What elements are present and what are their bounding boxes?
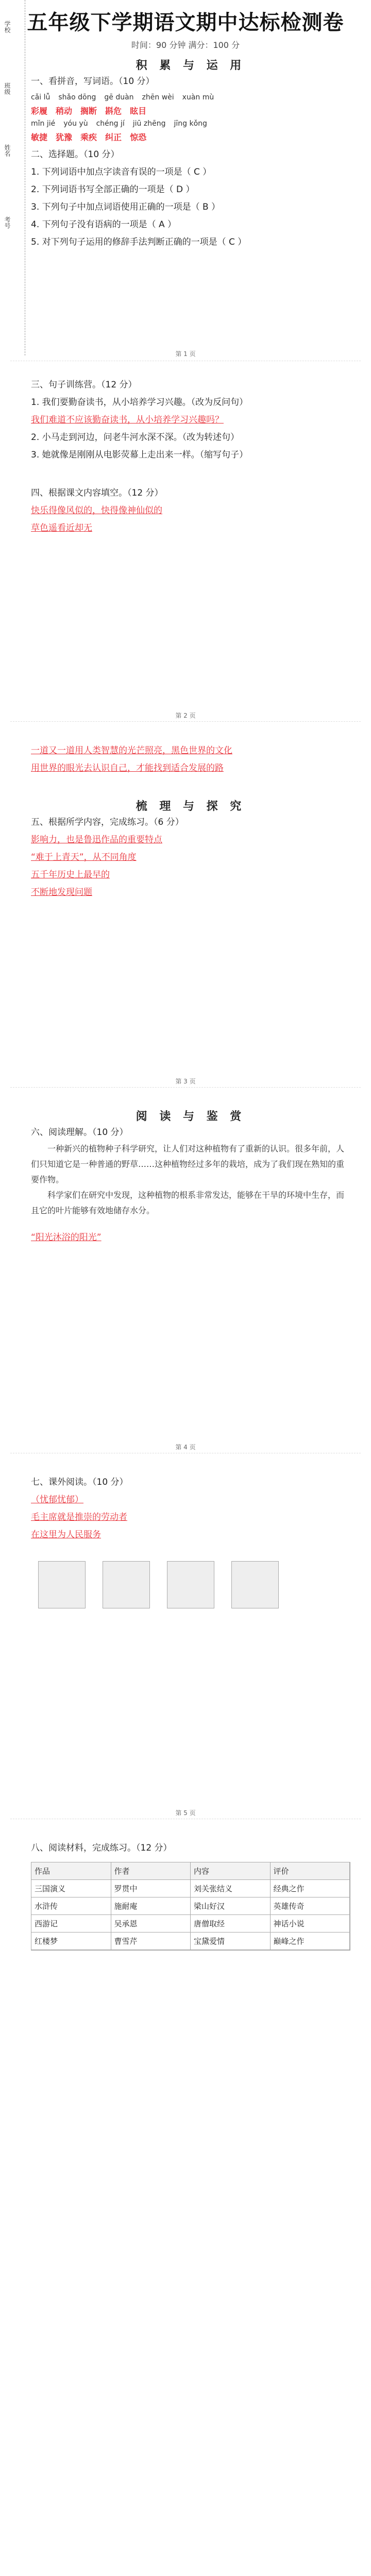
choice-item: 3. 下列句子中加点词语使用正确的一项是（ B ） — [31, 202, 221, 212]
info-table — [31, 1862, 350, 1951]
pinyin: jīng kǒng — [174, 120, 207, 128]
table-cell: 经典之作 — [271, 1880, 350, 1897]
page-footer: 第 1 页 — [175, 350, 196, 358]
pinyin: mǐn jié — [31, 120, 56, 128]
pinyin: gē duàn — [104, 93, 134, 101]
pinyin-row — [31, 120, 350, 128]
answer-row — [31, 105, 350, 116]
q6-answer: 影响力，也是鲁迅作品的重要特点 — [31, 835, 162, 845]
section-heading: 阅 读 与 鉴 赏 — [136, 1110, 246, 1123]
question-2: 二、选择题。（10 分） — [31, 149, 120, 160]
table-header: 内容 — [191, 1862, 271, 1879]
section-heading: 积 累 与 运 用 — [136, 59, 246, 72]
pinyin: chéng jí — [96, 120, 125, 128]
table-cell: 曹雪芹 — [111, 1933, 191, 1950]
answer-word: 斟危 — [105, 106, 122, 116]
answer-word: 犹豫 — [56, 132, 73, 142]
margin-label-name: 姓名 — [4, 144, 11, 157]
section-reading — [31, 1108, 350, 1246]
answer-word: 彩履 — [31, 106, 48, 116]
choice-item: 5. 对下列句子运用的修辞手法判断正确的一项是（ C ） — [31, 237, 247, 247]
image-row — [31, 1559, 350, 1613]
section-materials — [31, 1839, 350, 1951]
pinyin: zhēn wèi — [142, 93, 174, 101]
table-row — [31, 1897, 350, 1915]
table-cell: 水浒传 — [31, 1897, 111, 1914]
pinyin-row — [31, 93, 350, 101]
question-7: 六、阅读理解。（10 分） — [31, 1127, 128, 1138]
answer-word: 惊恐 — [130, 132, 147, 142]
table-header-row — [31, 1862, 350, 1880]
reading-passage: 科学家们在研究中发现，这种植物的根系非常发达，能够在干旱的环境中生存，而且它的叶片能够有效地储存水分。 — [31, 1190, 345, 1215]
answer-word: 乘疾 — [80, 132, 97, 142]
question-3: 三、句子训练营。（12 分） — [31, 380, 137, 390]
q3-item: 3. 她就像是刚刚从电影荧幕上走出来一样。（缩写句子） — [31, 450, 248, 460]
margin-label-number: 考号 — [4, 216, 11, 229]
table-cell: 吴承恩 — [111, 1915, 191, 1932]
q6-answer: “难于上青天”，从不同角度 — [31, 852, 137, 862]
q6-answer: 不断地发现问题 — [31, 887, 92, 897]
q3-item: 1. 我们要勤奋读书，从小培养学习兴趣。（改为反问句） — [31, 397, 248, 408]
page-divider — [10, 1087, 361, 1088]
q8-answer: 毛主席就是推崇的劳动者 — [31, 1512, 127, 1522]
table-cell: 宝黛爱情 — [191, 1933, 271, 1950]
table-row — [31, 1933, 350, 1950]
page-footer: 第 4 页 — [175, 1444, 196, 1451]
section-sentences — [31, 376, 350, 537]
section-sorting — [31, 742, 350, 901]
choice-item: 4. 下列句子没有语病的一项是（ A ） — [31, 219, 177, 230]
figure-image — [231, 1561, 279, 1608]
page-footer: 第 3 页 — [175, 1078, 196, 1085]
q3-answer: 我们难道不应该勤奋读书，从小培养学习兴趣吗？ — [31, 415, 224, 425]
q5-line: 用世界的眼光去认识自己，才能找到适合发展的路 — [31, 763, 224, 773]
table-cell: 三国演义 — [31, 1880, 111, 1897]
binding-margin — [0, 0, 25, 355]
table-cell: 巅峰之作 — [271, 1933, 350, 1950]
table-cell: 红楼梦 — [31, 1933, 111, 1950]
pinyin: yóu yù — [63, 120, 88, 128]
margin-label-school: 学校 — [4, 21, 11, 33]
q6-answer: 五千年历史上最早的 — [31, 870, 110, 880]
figure-image — [103, 1561, 150, 1608]
section-extra-reading — [31, 1473, 350, 1613]
pinyin: jiū zhēng — [132, 120, 166, 128]
question-9: 八、阅读材料，完成练习。（12 分） — [31, 1843, 172, 1853]
question-1: 一、看拼音，写词语。（10 分） — [31, 76, 155, 87]
answer-word: 搁断 — [80, 106, 97, 116]
answer-word: 敏捷 — [31, 132, 48, 142]
answer-word: 纠正 — [105, 132, 122, 142]
page-1 — [0, 0, 371, 50]
table-cell: 神话小说 — [271, 1915, 350, 1932]
section-accumulation — [31, 57, 350, 251]
section-heading: 梳 理 与 探 究 — [136, 800, 246, 813]
exam-meta: 时间：90 分钟 满分：100 分 — [131, 40, 240, 50]
table-cell: 英雄传奇 — [271, 1897, 350, 1914]
table-cell: 唐僧取经 — [191, 1915, 271, 1932]
table-cell: 梁山好汉 — [191, 1897, 271, 1914]
table-header: 作者 — [111, 1862, 191, 1879]
answer-row — [31, 131, 350, 143]
figure-image — [38, 1561, 86, 1608]
margin-label-class: 班级 — [4, 82, 11, 95]
reading-passage: 一种新兴的植物种子科学研究，让人们对这种植物有了重新的认识。很多年前，人们只知道它是一种普通的野草……这种植物经过多年的栽培，成为了我们现在熟知的重要作物。 — [31, 1144, 345, 1184]
q8-answer: （忧郁忧郁） — [31, 1495, 83, 1505]
q3-item: 2. 小马走到河边，问老牛河水深不深。（改为转述句） — [31, 432, 240, 443]
table-row — [31, 1880, 350, 1897]
question-8: 七、课外阅读。（10 分） — [31, 1477, 128, 1487]
question-4: 四、根据课文内容填空。（12 分） — [31, 488, 163, 498]
table-header: 作品 — [31, 1862, 111, 1879]
choice-item: 2. 下列词语书写全部正确的一项是（ D ） — [31, 184, 195, 195]
table-cell: 西游记 — [31, 1915, 111, 1932]
q7-answer: “阳光沐浴的阳光” — [31, 1232, 102, 1243]
q8-answer: 在这里为人民服务 — [31, 1530, 101, 1540]
q5-head: 一道又一道用人类智慧的光芒照亮，黑色世界的文化 — [31, 745, 232, 756]
pinyin: xuàn mù — [182, 93, 214, 101]
page-footer: 第 5 页 — [175, 1809, 196, 1817]
answer-word: 眩目 — [130, 106, 147, 116]
pinyin: cǎi lǚ — [31, 93, 50, 101]
q4-answer: 草色遥看近却无 — [31, 523, 92, 533]
choice-item: 1. 下列词语中加点字读音有误的一项是（ C ） — [31, 167, 212, 177]
table-header: 评价 — [271, 1862, 350, 1879]
figure-image — [167, 1561, 214, 1608]
page-divider — [10, 721, 361, 722]
q4-answer: 快乐得像风似的，快得像神仙似的 — [31, 505, 162, 516]
table-cell: 刘关张结义 — [191, 1880, 271, 1897]
table-row — [31, 1915, 350, 1933]
page-footer: 第 2 页 — [175, 712, 196, 719]
table-cell: 罗贯中 — [111, 1880, 191, 1897]
exam-title: 五年级下学期语文期中达标检测卷 — [27, 11, 344, 35]
pinyin: shǎo dōng — [58, 93, 96, 101]
answer-word: 稍动 — [56, 106, 73, 116]
question-6: 五、根据所学内容，完成练习。（6 分） — [31, 817, 184, 827]
table-cell: 施耐庵 — [111, 1897, 191, 1914]
